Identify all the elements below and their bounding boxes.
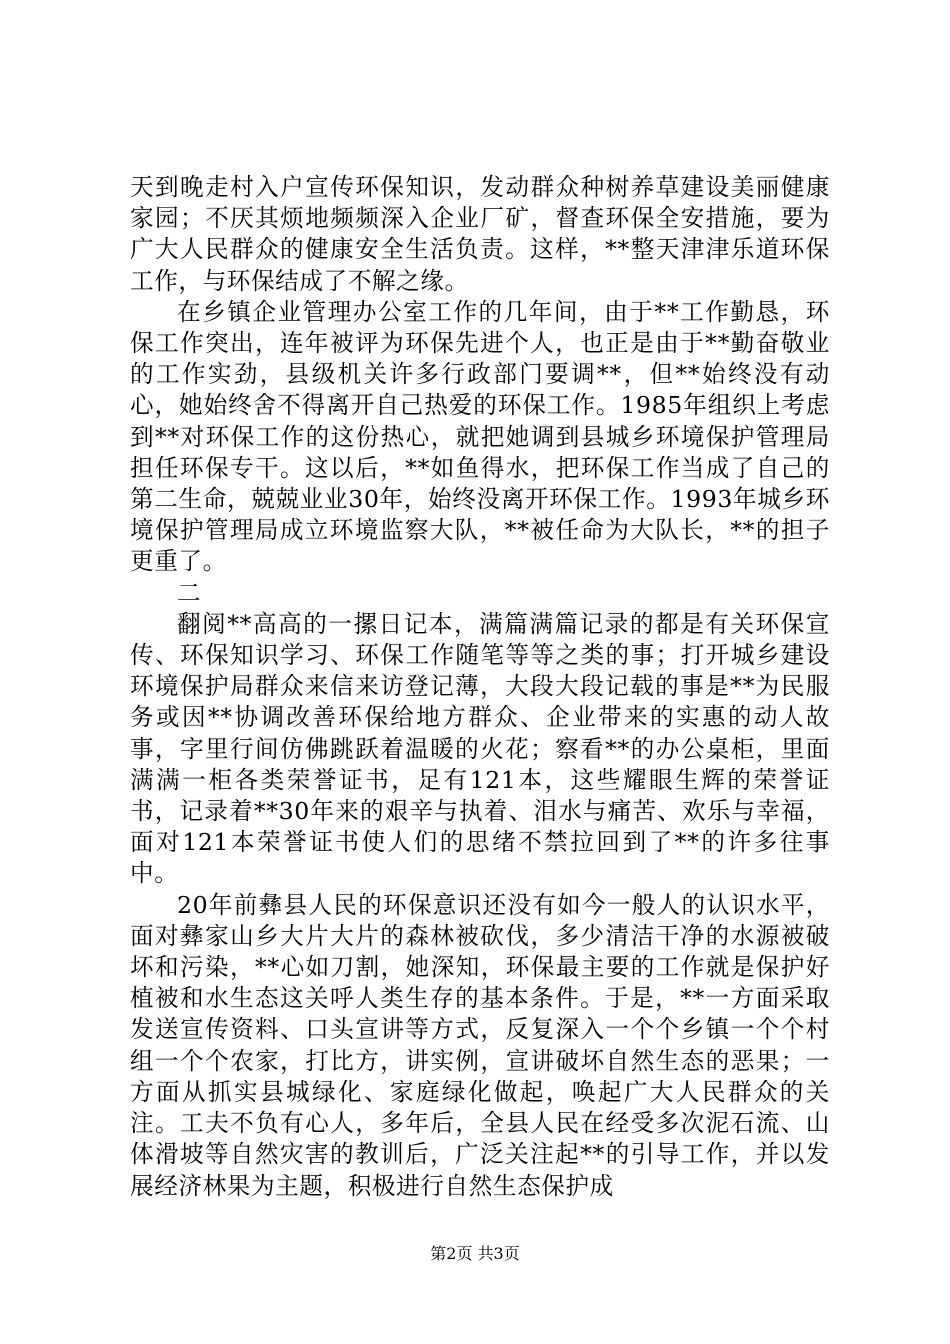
paragraph-4: 翻阅**高高的一摞日记本，满篇满篇记录的都是有关环保宣传、环保知识学习、环保工作随笔等等之类的事；打开城乡建设环境保护局群众来信来访登记薄，大段大段记载的事是**为民服务或因**协调改善环保给地方群众、企业带来的实惠的动人故事，字里行间仿佛跳跃着温暖的火花；察看**的办公桌柜，里面满满一柜各类荣誉证书，足有121本，这些耀眼生辉的荣誉证书，记录着**30年来的艰辛与执着、泪水与痛苦、欢乐与幸福，面对121本荣誉证书使人们的思绪不禁拉回到了**的许多往事中。 (130, 609, 830, 888)
paragraph-5: 20年前彝县人民的环保意识还没有如今一般人的认识水平，面对彝家山乡大片大片的森林被砍伐，多少清洁干净的水源被破坏和污染，**心如刀割，她深知，环保最主要的工作就是保护好植被和水生态这关呼人类生存的基本条件。于是，**一方面采取发送宣传资料、口头宣讲等方式，反复深入一个个乡镇一个个村组一个个农家，打比方，讲实例，宣讲破坏自然生态的恶果；一方面从抓实县城绿化、家庭绿化做起，唤起广大人民群众的关注。工夫不负有心人，多年后，全县人民在经受多次泥石流、山体滑坡等自然灾害的教训后，广泛关注起**的引导工作，并以发展经济林果为主题，积极进行自然生态保护成 (130, 890, 830, 1200)
section-heading-two: 二 (177, 578, 202, 607)
document-body (130, 172, 830, 1202)
paragraph-1: 天到晚走村入户宣传环保知识，发动群众种树养草建设美丽健康家园；不厌其烦地频频深入企业厂矿，督查环保全安措施，要为广大人民群众的健康安全生活负责。这样，**整天津津乐道环保工作，与环保结成了不解之缘。 (130, 173, 830, 295)
page-number-footer: 第2页 共3页 (430, 1244, 520, 1263)
paragraph-2: 在乡镇企业管理办公室工作的几年间，由于**工作勤恳，环保工作突出，连年被评为环保先进个人，也正是由于**勤奋敬业的工作实劲，县级机关许多行政部门要调**，但**始终没有动心，她始终舍不得离开自己热爱的环保工作。1985年组织上考虑到**对环保工作的这份热心，就把她调到县城乡环境保护管理局担任环保专干。这以后，**如鱼得水，把环保工作当成了自己的第二生命，兢兢业业30年，始终没离开环保工作。1993年城乡环境保护管理局成立环境监察大队，**被任命为大队长，**的担子更重了。 (130, 297, 830, 576)
